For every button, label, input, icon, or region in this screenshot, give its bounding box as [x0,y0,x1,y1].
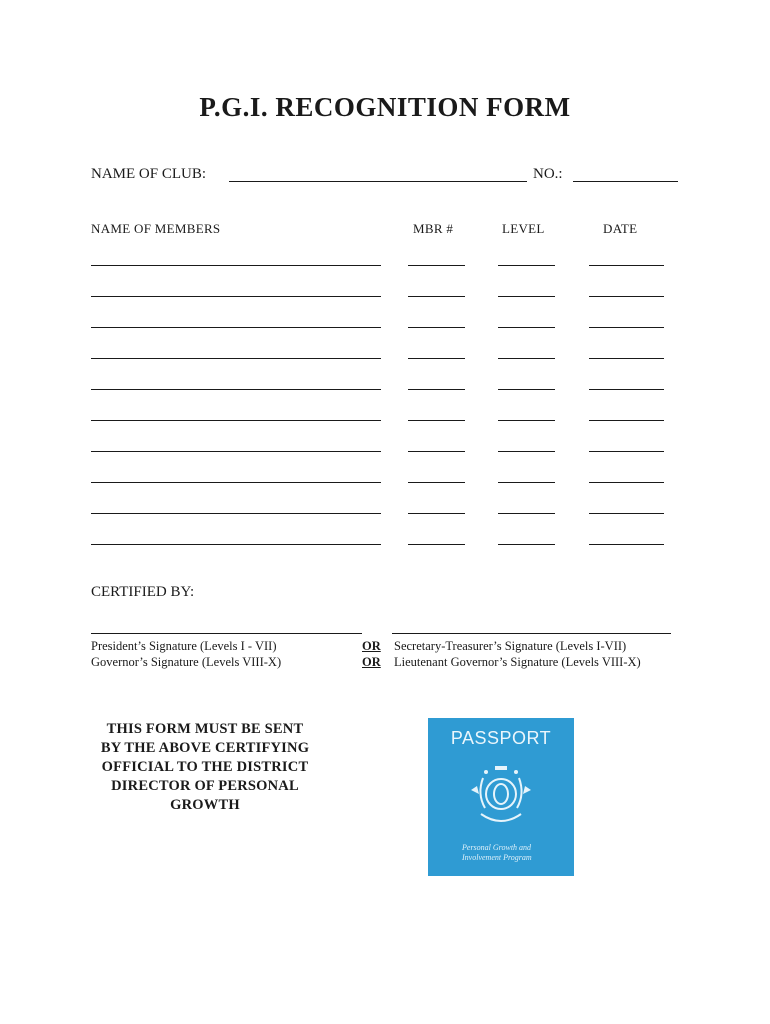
level-line[interactable] [498,265,555,266]
member-name-line[interactable] [91,451,381,452]
date-line[interactable] [589,451,664,452]
level-line[interactable] [498,513,555,514]
president-signature-line[interactable] [91,633,362,634]
date-line[interactable] [589,482,664,483]
club-number-label: NO.: [533,166,563,182]
governor-signature-caption: Governor’s Signature (Levels VIII-X) [91,655,282,669]
lieutenant-governor-signature-caption: Lieutenant Governor’s Signature (Levels VIII-X) [394,655,641,669]
member-name-line[interactable] [91,482,381,483]
secretary-signature-caption: Secretary-Treasurer’s Signature (Levels I-VII) [394,639,627,653]
member-name-line[interactable] [91,420,381,421]
level-line[interactable] [498,451,555,452]
mbr-number-line[interactable] [408,482,465,483]
level-line[interactable] [498,482,555,483]
date-line[interactable] [589,420,664,421]
mbr-number-line[interactable] [408,544,465,545]
member-name-line[interactable] [91,296,381,297]
mbr-number-line[interactable] [408,451,465,452]
member-name-line[interactable] [91,327,381,328]
club-name-label: NAME OF CLUB: [91,166,207,182]
club-number-field[interactable] [573,181,678,182]
passport-logo [428,718,574,876]
date-line[interactable] [589,513,664,514]
mbr-number-line[interactable] [408,420,465,421]
mbr-number-line[interactable] [408,327,465,328]
president-signature-caption: President’s Signature (Levels I - VII) [91,639,277,653]
mbr-number-line[interactable] [408,358,465,359]
or-label-2: OR [362,655,381,669]
level-line[interactable] [498,389,555,390]
members-column-header: NAME OF MEMBERS [91,221,221,236]
secretary-signature-line[interactable] [392,633,671,634]
mbr-number-line[interactable] [408,389,465,390]
date-column-header: DATE [603,221,638,236]
optimist-emblem-icon [461,758,541,838]
level-line[interactable] [498,358,555,359]
level-line[interactable] [498,296,555,297]
submission-notice: THIS FORM MUST BE SENT BY THE ABOVE CERTIFYING OFFICIAL TO THE DISTRICT DIRECTOR OF PERSONAL GROWTH [100,721,310,813]
date-line[interactable] [589,265,664,266]
date-line[interactable] [589,358,664,359]
member-name-line[interactable] [91,265,381,266]
level-column-header: LEVEL [502,221,545,236]
level-line[interactable] [498,544,555,545]
mbr-number-line[interactable] [408,265,465,266]
member-name-line[interactable] [91,513,381,514]
member-name-line[interactable] [91,389,381,390]
passport-title: PASSPORT [450,728,552,748]
member-name-line[interactable] [91,358,381,359]
member-name-line[interactable] [91,544,381,545]
or-label-1: OR [362,639,381,653]
page-title: P.G.I. RECOGNITION FORM [199,92,571,122]
level-line[interactable] [498,327,555,328]
date-line[interactable] [589,544,664,545]
date-line[interactable] [589,389,664,390]
club-name-field[interactable] [229,181,527,182]
mbr-column-header: MBR # [413,221,454,236]
date-line[interactable] [589,296,664,297]
date-line[interactable] [589,327,664,328]
mbr-number-line[interactable] [408,296,465,297]
passport-subtitle: Personal Growth and Involvement Program [462,843,532,862]
certified-by-label: CERTIFIED BY: [91,584,195,600]
level-line[interactable] [498,420,555,421]
mbr-number-line[interactable] [408,513,465,514]
